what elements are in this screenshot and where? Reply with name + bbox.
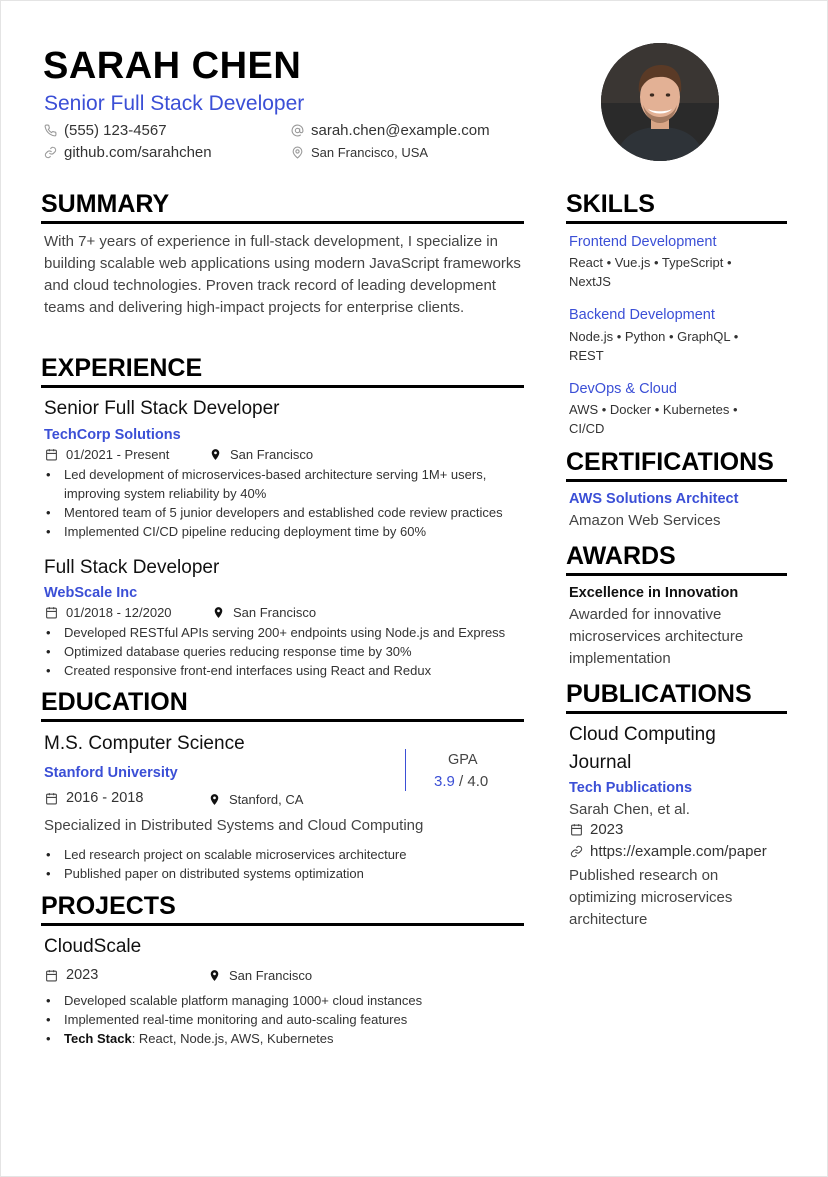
list-item: • Mentored team of 5 junior developers and established code review practices [44,503,524,522]
job-location [212,605,316,620]
map-pin-icon [212,606,225,619]
skill-items-line: React • Vue.js • TypeScript • [569,255,732,270]
phone-text: (555) 123-4567 [64,122,167,139]
contact-location [291,145,428,160]
job-company: TechCorp Solutions [44,427,181,443]
certification-issuer: Amazon Web Services [569,512,721,529]
project-name: CloudScale [44,936,142,957]
job-location-text: San Francisco [230,447,314,462]
gpa-value: 3.9 [434,773,455,790]
candidate-title: Senior Full Stack Developer [44,92,305,115]
award-description [569,604,743,670]
phone-icon [44,124,57,137]
contact-email[interactable] [291,122,490,139]
gpa-divider [405,749,406,791]
education-specialization: Specialized in Distributed Systems and Cloud Computing [44,817,424,834]
candidate-name: SARAH CHEN [43,45,302,87]
publication-url-text: https://example.com/paper [590,843,767,860]
summary-text: With 7+ years of experience in full-stack development, I specialize in building scalable web applications using modern JavaScript frameworks and cloud technologies. Proven track record of leading development teams and delivering high-impact projects for enterprise clients. [44,233,521,316]
job-title: Senior Full Stack Developer [44,398,280,419]
gpa-max: / 4.0 [454,773,489,790]
job-bullets [44,623,524,680]
email-text: sarah.chen@example.com [311,122,490,139]
location-text: San Francisco, USA [311,145,429,160]
job-dates [45,447,169,462]
publication-year [570,821,623,838]
job-location [209,447,313,462]
map-pin-icon [208,793,221,806]
publication-title-line: Journal [569,752,632,773]
award-line: Awarded for innovative [569,606,722,623]
website-text: github.com/sarahchen [64,144,212,161]
publication-authors: Sarah Chen, et al. [569,801,690,818]
at-icon [291,124,304,137]
map-pin-icon [208,969,221,982]
skill-category: DevOps & Cloud [569,381,677,397]
job-dates-text: 01/2021 - Present [66,447,170,462]
skill-items-line: REST [569,348,604,363]
project-year [45,967,98,983]
education-bullets [44,845,524,883]
project-bullets [44,991,524,1048]
profile-photo [601,43,719,161]
publication-desc-line: architecture [569,911,648,928]
education-dates [45,790,143,806]
education-location-text: Stanford, CA [229,792,304,807]
skills-heading: SKILLS [566,189,787,224]
calendar-icon [45,606,58,619]
publication-year-text: 2023 [590,821,624,838]
publication-desc-line: optimizing microservices [569,889,733,906]
list-item: • Optimized database queries reducing response time by 30% [44,642,524,661]
list-item: • Led research project on scalable microservices architecture [44,845,524,864]
list-item: • Published paper on distributed systems optimization [44,864,524,883]
publication-desc-line: Published research on [569,867,719,884]
job-title: Full Stack Developer [44,557,220,578]
list-item: • Implemented CI/CD pipeline reducing deployment time by 60% [44,522,524,541]
calendar-icon [45,969,58,982]
certifications-heading: CERTIFICATIONS [566,447,787,482]
contact-phone [44,122,167,139]
awards-heading: AWARDS [566,541,787,576]
list-item [44,1029,524,1048]
degree-title: M.S. Computer Science [44,733,245,754]
link-icon [44,146,57,159]
publications-heading: PUBLICATIONS [566,679,787,714]
map-pin-icon [291,146,304,159]
summary-heading: SUMMARY [41,189,524,224]
job-bullets [44,465,524,541]
skill-items-line: Node.js • Python • GraphQL • [569,329,739,344]
job-location-text: San Francisco [233,605,317,620]
school-name: Stanford University [44,765,178,781]
gpa-label: GPA [448,752,478,768]
publication-url[interactable] [570,843,767,860]
link-icon [570,845,583,858]
list-item: • Implemented real-time monitoring and auto-scaling features [44,1010,524,1029]
tech-stack-label: Tech Stack [64,1031,132,1046]
list-item: improving system reliability by 40% [64,486,267,501]
publication-title [569,721,716,777]
skill-items-line: NextJS [569,274,611,289]
list-item: • Created responsive front-end interfaces using React and Redux [44,661,524,680]
calendar-icon [45,792,58,805]
avatar-portrait [601,43,719,161]
award-line: microservices architecture [569,628,744,645]
map-pin-icon [209,448,222,461]
skill-items [569,327,738,365]
job-dates [45,605,172,620]
education-heading: EDUCATION [41,687,524,722]
list-item: • Led development of microservices-based architecture serving 1M+ users, [44,465,524,484]
gpa-score [434,773,488,790]
job-dates-text: 01/2018 - 12/2020 [66,605,172,620]
skill-items [569,253,732,291]
education-location [208,792,303,807]
education-dates-text: 2016 - 2018 [66,790,144,806]
skill-items-line: CI/CD [569,421,605,436]
project-location [208,968,312,983]
publication-publisher: Tech Publications [569,780,693,796]
job-company: WebScale Inc [44,585,138,601]
tech-stack-value: : React, Node.js, AWS, Kubernetes [131,1031,334,1046]
list-item: • Developed scalable platform managing 1000+ cloud instances [44,991,524,1010]
skill-items-line: AWS • Docker • Kubernetes • [569,402,738,417]
projects-heading: PROJECTS [41,891,524,926]
project-location-text: San Francisco [229,968,313,983]
calendar-icon [570,823,583,836]
experience-heading: EXPERIENCE [41,353,524,388]
skill-items [569,400,738,438]
list-item: • Developed RESTful APIs serving 200+ endpoints using Node.js and Express [44,623,524,642]
certification-name: AWS Solutions Architect [569,491,739,507]
project-year-text: 2023 [66,967,99,983]
publication-title-line: Cloud Computing [569,724,716,745]
award-name: Excellence in Innovation [569,585,739,601]
contact-website[interactable] [44,144,212,161]
skill-category: Backend Development [569,307,715,323]
skill-category: Frontend Development [569,234,717,250]
publication-description [569,865,732,931]
award-line: implementation [569,650,671,667]
calendar-icon [45,448,58,461]
